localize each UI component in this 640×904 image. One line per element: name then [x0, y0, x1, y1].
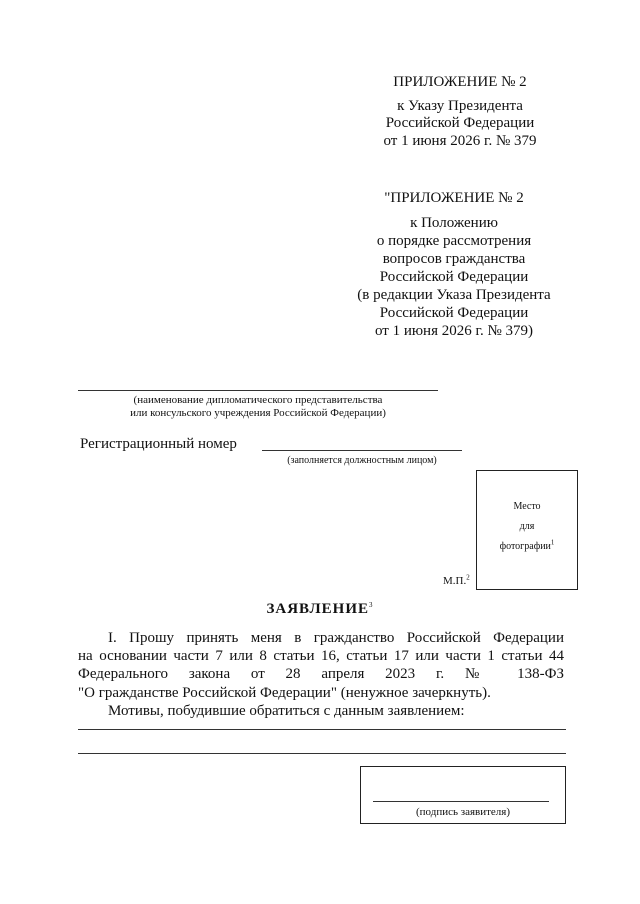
registration-caption: (заполняется должностным лицом)	[287, 455, 437, 466]
statement-line: Федерального закона от 28 апреля 2023 г. № 138-ФЗ	[78, 666, 564, 682]
quoted-appendix-decree-date: от 1 июня 2026 г. № 379)	[374, 323, 534, 339]
statement-line: I. Прошу принять меня в гражданство Российской Федерации	[108, 630, 564, 646]
stamp-label: М.П.$^2$	[443, 573, 470, 587]
appendix-decree-date: от 1 июня 2026 г. № 379	[383, 133, 537, 149]
registration-label: Регистрационный номер	[80, 436, 237, 452]
quoted-appendix-line: о порядке рассмотрения	[376, 233, 532, 249]
footnote-marker: 1	[550, 538, 555, 547]
photo-placeholder-box	[476, 470, 578, 590]
signature-box	[360, 766, 566, 824]
photo-label-line: фотографии$^1$	[499, 538, 555, 552]
motives-label: Мотивы, побудившие обратиться с данным заявлением:	[108, 703, 465, 719]
quoted-appendix-line: вопросов гражданства	[382, 251, 526, 267]
appendix-subtitle-line: к Указу Президента	[397, 98, 523, 114]
photo-label-line: Место	[513, 501, 541, 512]
motives-line[interactable]	[78, 753, 566, 754]
signature-caption: (подпись заявителя)	[415, 806, 511, 818]
motives-line[interactable]	[78, 729, 566, 730]
quoted-appendix-line: к Положению	[410, 215, 498, 231]
quoted-appendix-title: "ПРИЛОЖЕНИЕ № 2	[384, 190, 524, 206]
appendix-subtitle-line: Российской Федерации	[385, 115, 535, 131]
institution-name-line[interactable]	[78, 390, 438, 391]
statement-line: на основании части 7 или 8 статьи 16, статьи 17 или части 1 статьи 44	[78, 648, 564, 664]
photo-label-line: для	[519, 521, 535, 532]
footnote-marker: 2	[466, 573, 470, 582]
statement-line: "О гражданстве Российской Федерации" (ненужное зачеркнуть).	[78, 685, 491, 701]
appendix-title: ПРИЛОЖЕНИЕ № 2	[393, 74, 527, 90]
quoted-appendix-line: Российской Федерации	[379, 305, 529, 321]
quoted-appendix-line: (в редакции Указа Президента	[357, 287, 551, 303]
signature-line[interactable]	[373, 801, 549, 802]
quoted-appendix-line: Российской Федерации	[379, 269, 529, 285]
statement-title: ЗАЯВЛЕНИЕ$^3$	[266, 601, 374, 617]
institution-caption-line: или консульского учреждения Российской Федерации)	[130, 407, 386, 419]
registration-number-line[interactable]	[262, 450, 462, 451]
institution-caption-line: (наименование дипломатического представительства	[133, 394, 383, 406]
footnote-marker: 3	[369, 601, 374, 609]
